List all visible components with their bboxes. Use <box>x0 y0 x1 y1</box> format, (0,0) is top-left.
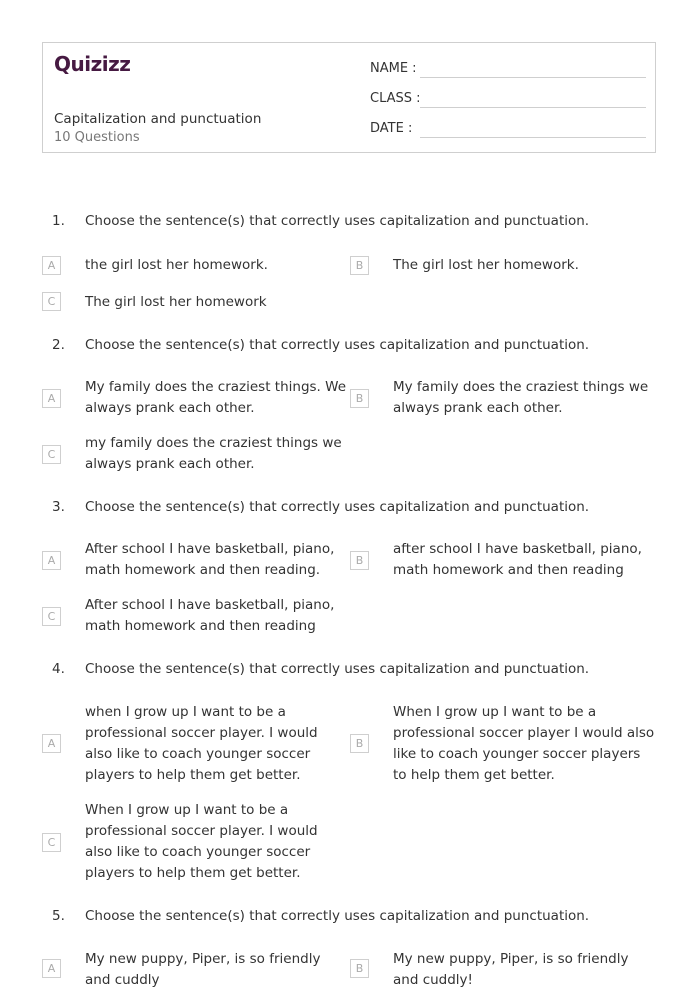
option-a-box[interactable]: A <box>42 551 61 570</box>
option-b-box[interactable]: B <box>350 551 369 570</box>
option-c-box[interactable]: C <box>42 445 61 464</box>
worksheet-title: Capitalization and punctuation <box>54 111 262 127</box>
name-line <box>420 77 646 78</box>
question-text: Choose the sentence(s) that correctly uses capitalization and punctuation. <box>85 908 590 924</box>
class-line <box>420 107 646 108</box>
option-a-box[interactable]: A <box>42 734 61 753</box>
option-c-box[interactable]: C <box>42 607 61 626</box>
class-label: CLASS : <box>370 91 421 106</box>
option-c-text: The girl lost her homework <box>85 294 267 310</box>
option-b-box[interactable]: B <box>350 734 369 753</box>
option-b-text: The girl lost her homework. <box>393 257 579 273</box>
question-number: 3. <box>52 499 65 515</box>
option-b-text: When I grow up I want to be a professional soccer player I would also like to coach younger soccer players to help them get better. <box>393 704 655 783</box>
option-a-text: After school I have basketball, piano, math homework and then reading. <box>85 541 335 578</box>
option-c-text: my family does the craziest things we always prank each other. <box>85 435 342 472</box>
option-a-text: the girl lost her homework. <box>85 257 268 273</box>
question-text: Choose the sentence(s) that correctly uses capitalization and punctuation. <box>85 499 590 515</box>
option-c-text: After school I have basketball, piano, math homework and then reading <box>85 597 335 634</box>
option-a-text: My family does the craziest things. We always prank each other. <box>85 379 347 416</box>
option-a-box[interactable]: A <box>42 256 61 275</box>
question-number: 5. <box>52 908 65 924</box>
question-text: Choose the sentence(s) that correctly uses capitalization and punctuation. <box>85 661 590 677</box>
date-line <box>420 137 646 138</box>
question-count: 10 Questions <box>54 130 140 145</box>
option-a-text: when I grow up I want to be a professional soccer player. I would also like to coach younger soccer players to help them get better. <box>85 704 318 783</box>
option-a-box[interactable]: A <box>42 389 61 408</box>
question-text: Choose the sentence(s) that correctly uses capitalization and punctuation. <box>85 337 590 353</box>
option-a-box[interactable]: A <box>42 959 61 978</box>
question-number: 4. <box>52 661 65 677</box>
option-a-text: My new puppy, Piper, is so friendly and cuddly <box>85 951 321 988</box>
option-c-box[interactable]: C <box>42 292 61 311</box>
option-b-box[interactable]: B <box>350 959 369 978</box>
question-number: 2. <box>52 337 65 353</box>
name-label: NAME : <box>370 61 417 76</box>
option-b-text: My new puppy, Piper, is so friendly and cuddly! <box>393 951 629 988</box>
option-b-text: after school I have basketball, piano, math homework and then reading <box>393 541 642 578</box>
quizizz-logo: Quizizz <box>54 52 131 76</box>
option-c-text: When I grow up I want to be a professional soccer player. I would also like to coach younger soccer players to help them get better. <box>85 802 318 881</box>
question-text: Choose the sentence(s) that correctly uses capitalization and punctuation. <box>85 213 590 229</box>
worksheet-header <box>42 42 656 153</box>
option-b-text: My family does the craziest things we always prank each other. <box>393 379 649 416</box>
option-b-box[interactable]: B <box>350 256 369 275</box>
question-number: 1. <box>52 213 65 229</box>
date-label: DATE : <box>370 121 413 136</box>
option-b-box[interactable]: B <box>350 389 369 408</box>
option-c-box[interactable]: C <box>42 833 61 852</box>
